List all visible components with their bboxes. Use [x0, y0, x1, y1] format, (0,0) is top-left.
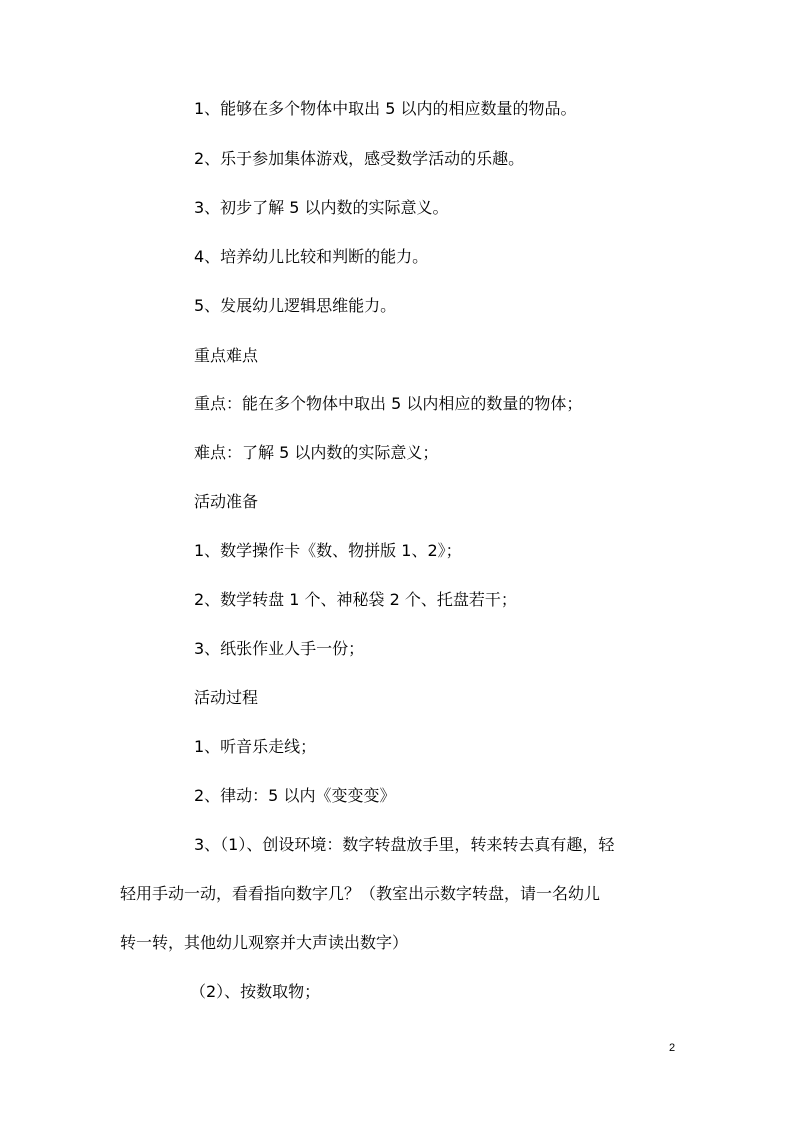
preparation-line-2: 2、数学转盘 1 个、神秘袋 2 个、托盘若干； — [194, 590, 517, 609]
section-heading-preparation: 活动准备 — [194, 492, 259, 511]
process-line-2: 2、律动：5 以内《变变变》 — [194, 786, 396, 805]
process-line-1: 1、听音乐走线； — [194, 737, 317, 756]
goal-line-3: 3、初步了解 5 以内数的实际意义。 — [194, 198, 449, 217]
goal-line-4: 4、培养幼儿比较和判断的能力。 — [194, 247, 429, 266]
goal-line-2: 2、乐于参加集体游戏，感受数学活动的乐趣。 — [194, 149, 525, 168]
process-subitem-2: （2）、按数取物； — [190, 982, 321, 1001]
process-line-3-end: 转一转，其他幼儿观察并大声读出数字） — [120, 933, 409, 952]
difficulty-line: 难点：了解 5 以内数的实际意义； — [194, 443, 439, 462]
goal-line-5: 5、发展幼儿逻辑思维能力。 — [194, 296, 397, 315]
page-number: 2 — [669, 1042, 676, 1054]
key-point-line: 重点：能在多个物体中取出 5 以内相应的数量的物体； — [194, 394, 583, 413]
section-heading-key-points: 重点难点 — [194, 346, 259, 365]
process-line-3-continued: 轻用手动一动，看看指向数字几？（教室出示数字转盘，请一名幼儿 — [120, 884, 601, 903]
preparation-line-1: 1、数学操作卡《数、物拼版 1、2》； — [194, 541, 462, 560]
preparation-line-3: 3、纸张作业人手一份； — [194, 639, 365, 658]
process-line-3: 3、（1）、创设环境：数字转盘放手里，转来转去真有趣，轻 — [194, 835, 615, 854]
section-heading-process: 活动过程 — [194, 688, 259, 707]
goal-line-1: 1、能够在多个物体中取出 5 以内的相应数量的物品。 — [194, 99, 577, 118]
